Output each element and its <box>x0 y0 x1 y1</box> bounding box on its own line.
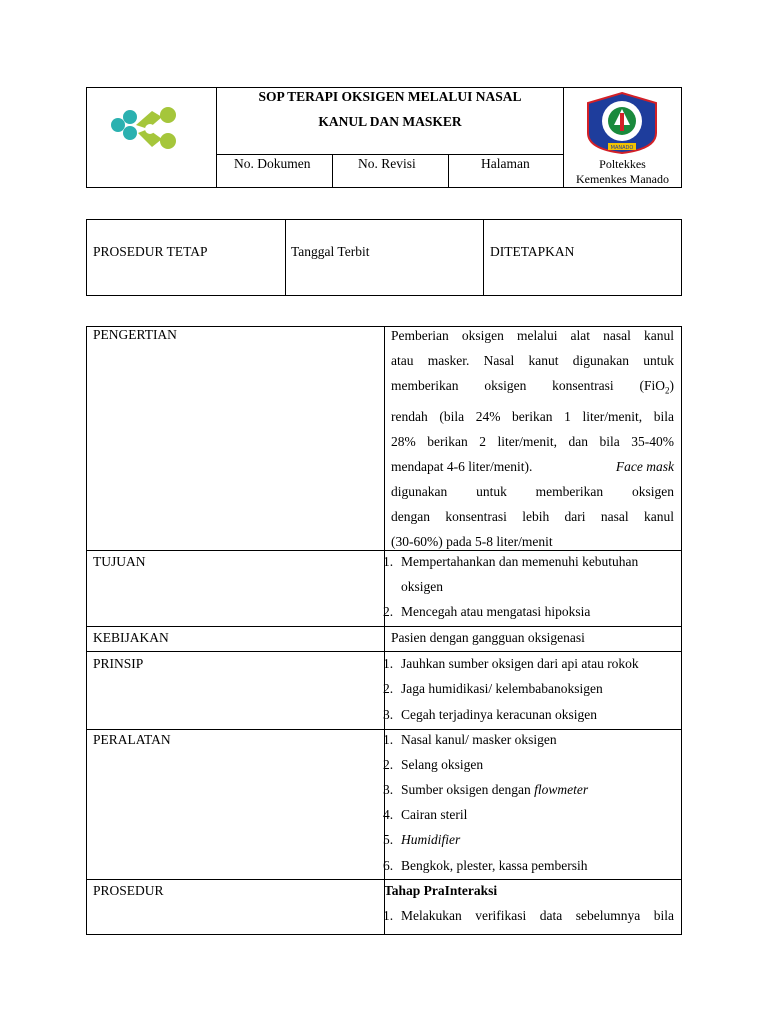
face-mask-term: Face mask <box>615 458 674 474</box>
pengertian-text <box>391 323 674 554</box>
institution-line1: Poltekkes <box>599 157 646 171</box>
pengertian-line7: digunakan untuk memberikan oksigen <box>391 483 674 499</box>
pengertian-line3: memberikan oksigen konsentrasi (FiO <box>391 378 665 393</box>
row-label-pengertian: PENGERTIAN <box>93 327 177 342</box>
kebijakan-text: Pasien dengan gangguan oksigenasi <box>391 630 585 645</box>
established-label: DITETAPKAN <box>490 244 575 259</box>
emblem-text: MANADO <box>610 145 634 151</box>
pengertian-line6: mendapat 4-6 liter/menit). <box>391 458 533 474</box>
procedure-type-label: PROSEDUR TETAP <box>93 244 208 259</box>
prosedur-subheading: Tahap PraInteraksi <box>384 883 498 898</box>
row-label-prosedur: PROSEDUR <box>93 883 164 898</box>
pengertian-line2: atau masker. Nasal kanut digunakan untuk <box>391 353 674 368</box>
doc-number-label: No. Dokumen <box>234 156 311 171</box>
revision-label: No. Revisi <box>358 156 416 171</box>
pengertian-line9: (30-60%) pada 5-8 liter/menit <box>391 533 553 549</box>
page-label: Halaman <box>481 156 530 171</box>
row-label-tujuan: TUJUAN <box>93 554 146 569</box>
institution-line2: Kemenkes Manado <box>576 172 669 186</box>
pengertian-close-paren: ) <box>669 378 674 393</box>
humidifier-term: Humidifier <box>401 832 461 847</box>
issue-date-label: Tanggal Terbit <box>291 244 370 259</box>
fio2-subscript: 2 <box>665 385 670 396</box>
pengertian-line1: Pemberian oksigen melalui alat nasal kanul <box>391 328 674 343</box>
pengertian-line8: dengan konsentrasi lebih dari nasal kanul <box>391 508 674 524</box>
document-title-line1: SOP TERAPI OKSIGEN MELALUI NASAL <box>258 89 522 104</box>
row-label-peralatan: PERALATAN <box>93 732 171 747</box>
row-label-kebijakan: KEBIJAKAN <box>93 630 169 645</box>
pengertian-line4: rendah (bila 24% berikan 1 liter/menit, bila <box>391 408 674 424</box>
pengertian-line5: 28% berikan 2 liter/menit, dan bila 35-40% <box>391 433 674 449</box>
row-label-prinsip: PRINSIP <box>93 656 144 671</box>
document-title-line2: KANUL DAN MASKER <box>318 114 462 129</box>
poltekkes-emblem-icon <box>584 91 660 155</box>
kemenkes-logo-icon <box>108 103 182 155</box>
flowmeter-term: flowmeter <box>534 782 589 797</box>
